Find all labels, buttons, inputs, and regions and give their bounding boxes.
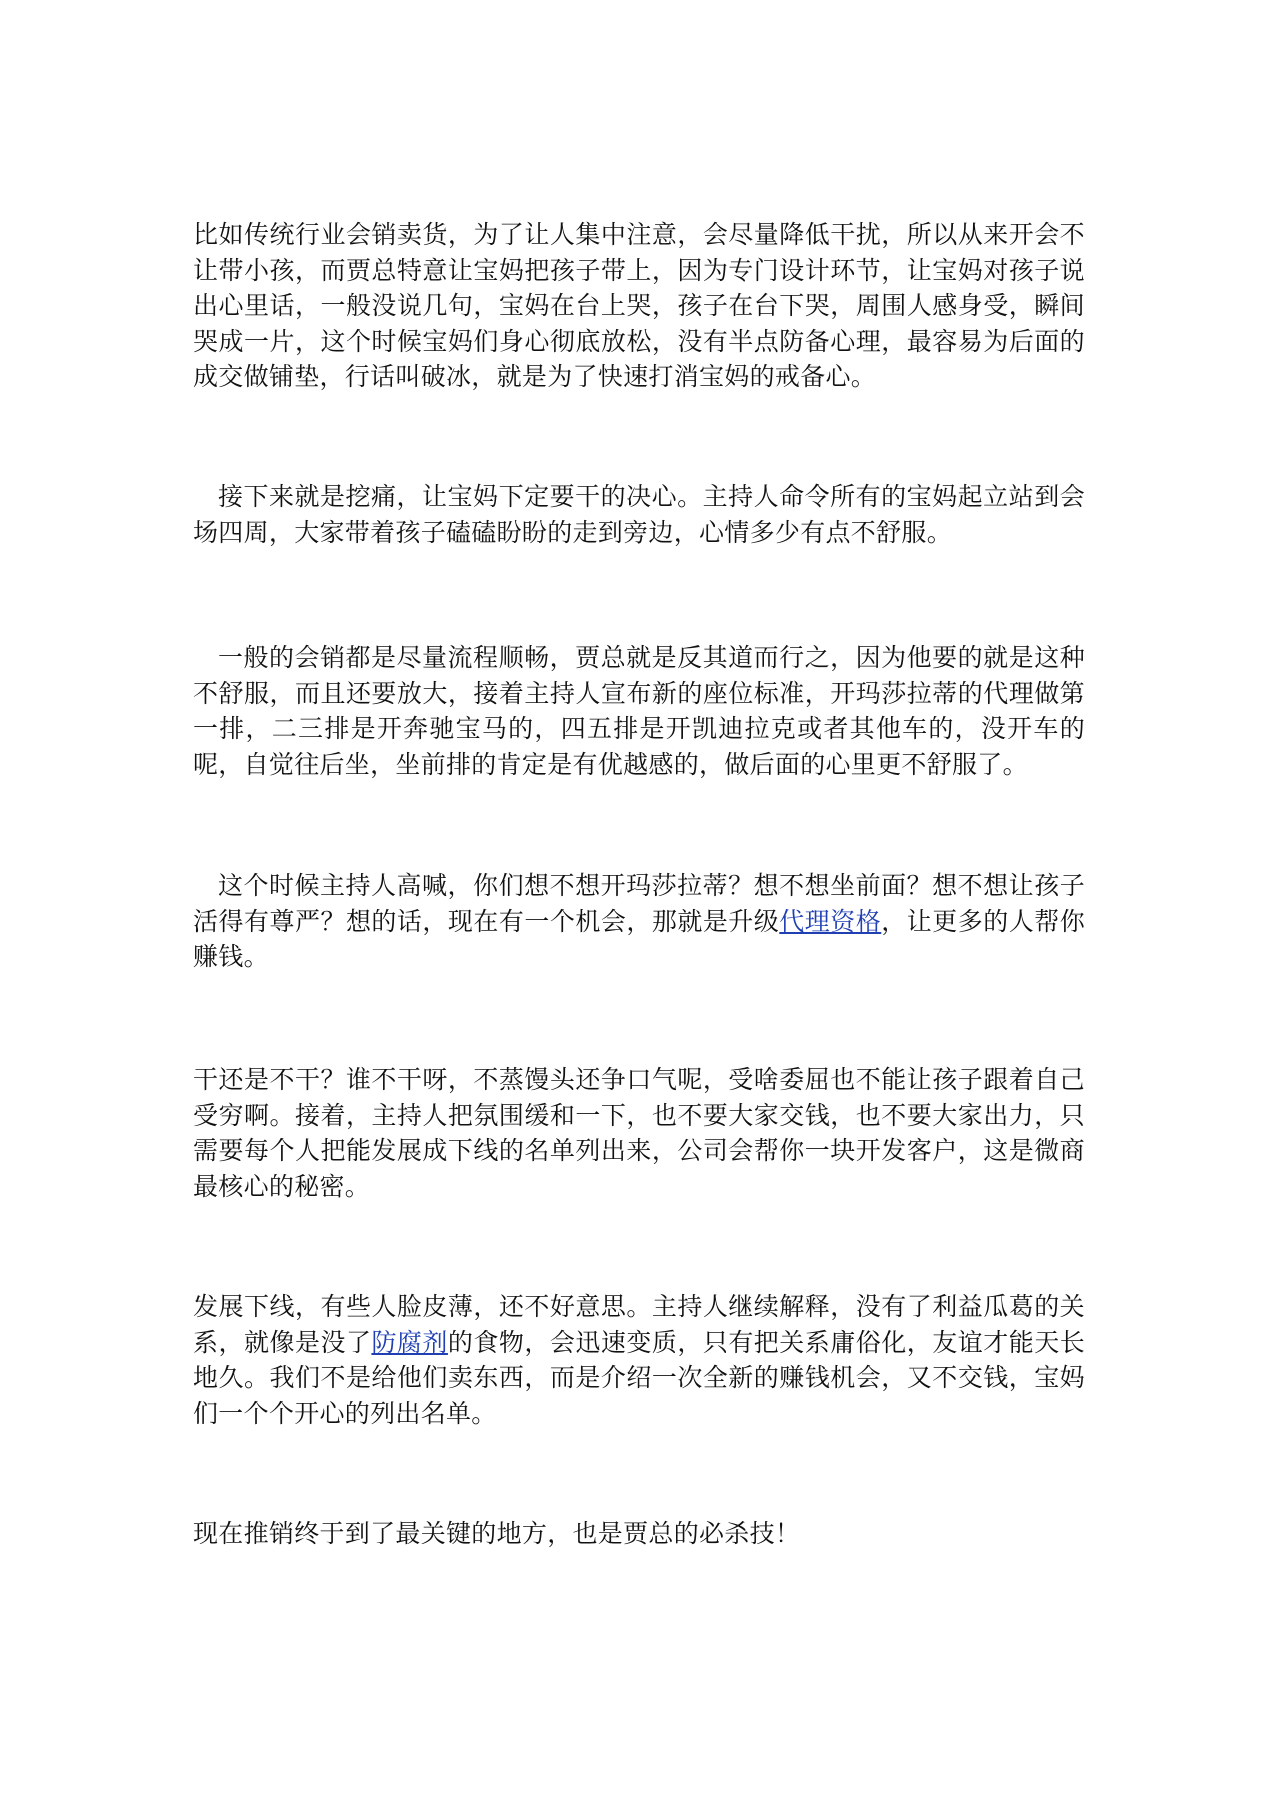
paragraph-2-text: 接下来就是挖痛，让宝妈下定要干的决心。主持人命令所有的宝妈起立站到会场四周，大家带着孩子磕磕盼盼的走到旁边，心情多少有点不舒服。: [193, 482, 1085, 547]
paragraph-1: [193, 217, 1085, 395]
paragraph-6-text-before: 发展下线，有些人脸皮薄，还不好意思。主持人继续解释，没有了利益瓜葛的关系，就像是没了: [193, 1292, 1085, 1357]
paragraph-7: [193, 1516, 1085, 1552]
paragraph-6: [193, 1289, 1085, 1431]
paragraph-5: [193, 1062, 1085, 1204]
paragraph-1-text: 比如传统行业会销卖货，为了让人集中注意，会尽量降低干扰，所以从来开会不让带小孩，而贾总特意让宝妈把孩子带上，因为专门设计环节，让宝妈对孩子说出心里话，一般没说几句，宝妈在台上哭，孩子在台下哭，周围人感身受，瞬间哭成一片，这个时候宝妈们身心彻底放松，没有半点防备心理，最容易为后面的成交做铺垫，行话叫破冰，就是为了快速打消宝妈的戒备心。: [193, 220, 1085, 391]
paragraph-7-text: 现在推销终于到了最关键的地方，也是贾总的必杀技！: [193, 1519, 801, 1548]
paragraph-3-text: 一般的会销都是尽量流程顺畅，贾总就是反其道而行之，因为他要的就是这种不舒服，而且还要放大，接着主持人宣布新的座位标准，开玛莎拉蒂的代理做第一排，二三排是开奔驰宝马的，四五排是开凯迪拉克或者其他车的，没开车的呢，自觉往后坐，坐前排的肯定是有优越感的，做后面的心里更不舒服了。: [193, 643, 1085, 779]
paragraph-4-text-before: 这个时候主持人高喊，你们想不想开玛莎拉蒂？想不想坐前面？想不想让孩子活得有尊严？想的话，现在有一个机会，那就是升级: [193, 871, 1085, 936]
paragraph-2: [193, 479, 1085, 550]
link-preservative[interactable]: 防腐剂: [371, 1327, 448, 1357]
paragraph-4: [193, 868, 1085, 975]
paragraph-5-text: 干还是不干？谁不干呀，不蒸馒头还争口气呢，受啥委屈也不能让孩子跟着自己受穷啊。接着，主持人把氛围缓和一下，也不要大家交钱，也不要大家出力，只需要每个人把能发展成下线的名单列出来，公司会帮你一块开发客户，这是微商最核心的秘密。: [193, 1065, 1085, 1201]
paragraph-6-text-after: 的食物，会迅速变质，只有把关系庸俗化，友谊才能天长地久。我们不是给他们卖东西，而是介绍一次全新的赚钱机会，又不交钱，宝妈们一个个开心的列出名单。: [193, 1327, 1085, 1428]
paragraph-3: [193, 640, 1085, 782]
link-agent-qualification[interactable]: 代理资格: [779, 906, 882, 936]
paragraph-4-text-after: ，让更多的人帮你赚钱。: [193, 906, 1086, 971]
